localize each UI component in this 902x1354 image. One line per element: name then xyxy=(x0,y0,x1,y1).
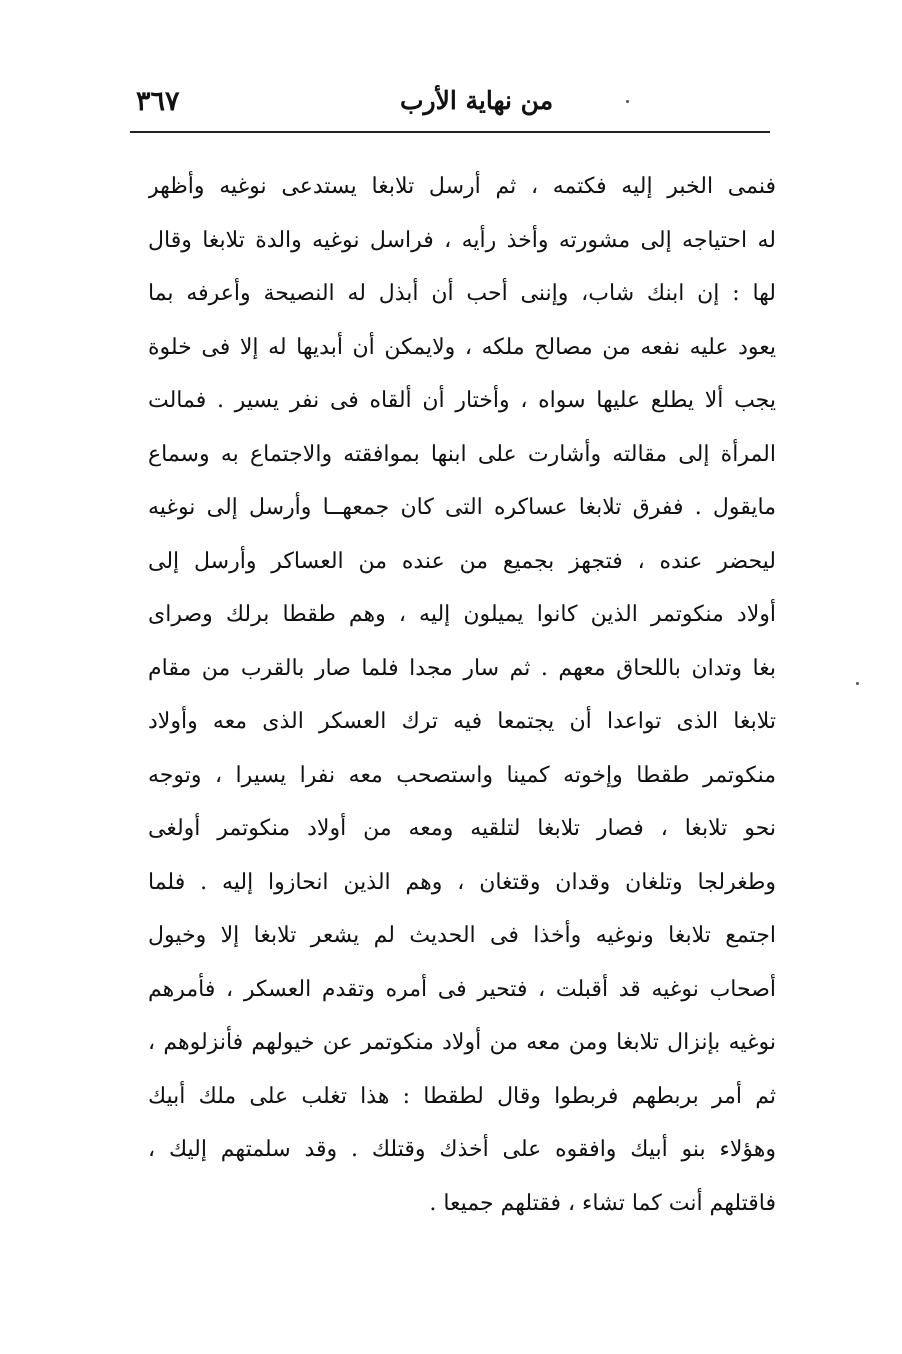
scan-speck xyxy=(856,682,859,685)
text-line: ثم أمر بربطهم فربطوا وقال لطقطا : هذا تغلب على ملك أبيك xyxy=(148,1083,776,1109)
text-line: فاقتلهم أنت كما تشاء ، فقتلهم جميعا . xyxy=(429,1190,776,1216)
text-line: مايقول . ففرق تلابغا عساكره التى كان جمعهــا وأرسل إلى نوغيه xyxy=(148,495,776,520)
text-line: له احتياجه إلى مشورته وأخذ رأيه ، فراسل نوغيه والدة تلابغا وقال xyxy=(148,227,776,253)
text-line: اجتمع تلابغا ونوغيه وأخذا فى الحديث لم يشعر تلابغا إلا وخيول xyxy=(148,923,776,948)
body-text xyxy=(148,160,776,1230)
header-rule xyxy=(130,131,770,133)
text-line: وطغرلجا وتلغان وقدان وقتغان ، وهم الذين انحازوا إليه . فلما xyxy=(148,869,776,895)
text-line: أولاد منكوتمر الذين كانوا يميلون إليه ، وهم طقطا برلك وصراى xyxy=(148,602,776,627)
text-line: منكوتمر طقطا وإخوته كمينا واستصحب معه نفرا يسيرا ، وتوجه xyxy=(148,762,776,788)
text-line: بغا وتدان باللحاق معهم . ثم سار مجدا فلما صار بالقرب من مقام xyxy=(148,655,776,681)
text-line: وهؤلاء بنو أبيك وافقوه على أخذك وقتلك . وقد سلمتهم إليك ، xyxy=(148,1137,776,1162)
text-line: ليحضر عنده ، فتجهز بجميع من عنده من العساكر وأرسل إلى xyxy=(148,548,776,574)
page-number: ٣٦٧ xyxy=(136,86,180,117)
running-title: من نهاية الأرب xyxy=(400,86,554,115)
text-line: لها : إن ابنك شاب، وإننى أحب أن أبذل له النصيحة وأعرفه بما xyxy=(148,281,776,306)
scan-speck xyxy=(626,100,629,103)
text-line: يجب ألا يطلع عليها سواه ، وأختار أن ألقاه فى نفر يسير . فمالت xyxy=(148,388,776,413)
text-line: نوغيه بإنزال تلابغا ومن معه من أولاد منكوتمر عن خيولهم فأنزلوهم ، xyxy=(148,1030,776,1055)
text-line: المرأة إلى مقالته وأشارت على ابنها بموافقته والاجتماع به وسماع xyxy=(148,441,776,467)
text-line: يعود عليه نفعه من مصالح ملكه ، ولايمكن أن أبديها له إلا فى خلوة xyxy=(148,334,776,360)
page-header xyxy=(130,82,770,130)
text-line: تلابغا الذى تواعدا أن يجتمعا فيه ترك العسكر الذى معه وأولاد xyxy=(148,709,776,734)
text-line: أصحاب نوغيه قد أقبلت ، فتحير فى أمره وتقدم العسكر ، فأمرهم xyxy=(148,976,776,1002)
text-line: فنمى الخبر إليه فكتمه ، ثم أرسل تلابغا يستدعى نوغيه وأظهر xyxy=(148,174,776,199)
text-line: نحو تلابغا ، فصار تلابغا لتلقيه ومعه من أولاد منكوتمر أولغى xyxy=(148,816,776,841)
